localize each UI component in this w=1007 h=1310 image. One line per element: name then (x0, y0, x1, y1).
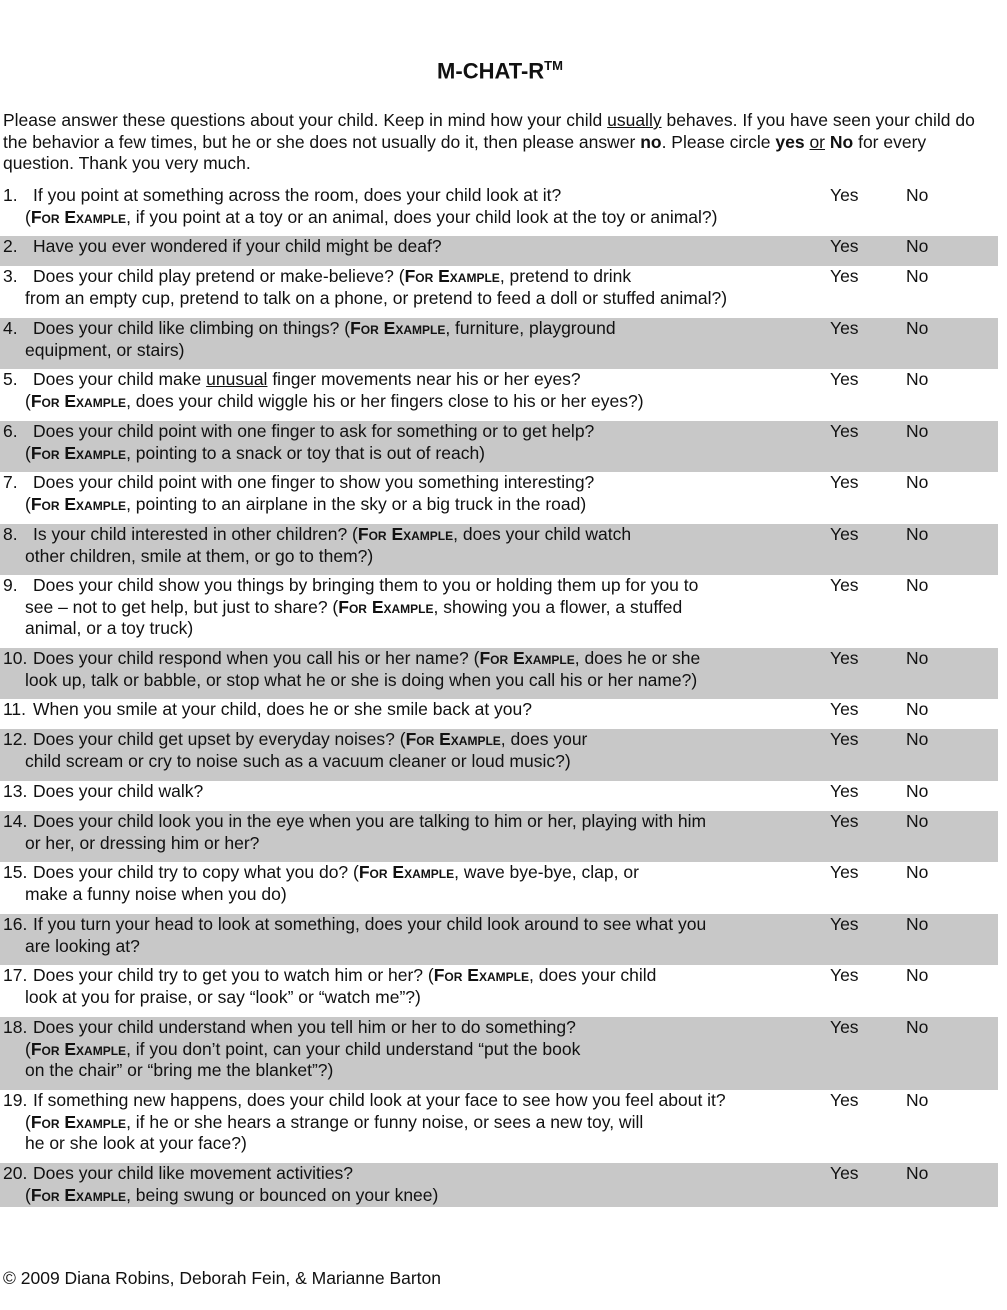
question-first-line: 16. If you turn your head to look at something, does your child look around to see what you (3, 914, 707, 934)
question-number: 14. (3, 811, 28, 831)
question-example: (For Example, being swung or bounced on your knee) (25, 1184, 439, 1205)
answer-yes[interactable]: Yes (830, 1017, 859, 1037)
question-text (3, 1163, 803, 1206)
copyright: © 2009 Diana Robins, Deborah Fein, & Marianne Barton (3, 1268, 442, 1288)
question-first-line: 2. Have you ever wondered if your child might be deaf? (3, 236, 442, 256)
question-first-line: 6. Does your child point with one finger to ask for something or to get help? (3, 421, 595, 441)
question-row (0, 781, 998, 811)
question-text (3, 318, 803, 361)
question-number: 6. (3, 421, 18, 441)
question-number: 15. (3, 862, 28, 882)
answer-yes[interactable]: Yes (830, 862, 859, 882)
answer-no[interactable]: No (906, 1017, 929, 1037)
question-text (3, 236, 803, 258)
answer-no[interactable]: No (906, 1163, 929, 1183)
answer-no[interactable]: No (906, 648, 929, 668)
question-first-line: 8. Is your child interested in other children? (For Example, does your child watch (3, 524, 632, 544)
question-number: 18. (3, 1017, 28, 1037)
answer-no[interactable]: No (906, 699, 929, 719)
answer-no[interactable]: No (906, 811, 929, 831)
question-row (0, 729, 998, 781)
question-example: (For Example, if he or she hears a strange or funny noise, or sees a new toy, will he or she look at your face?) (25, 1111, 644, 1153)
answer-no[interactable]: No (906, 575, 929, 595)
question-list (0, 185, 998, 1207)
question-number: 19. (3, 1090, 28, 1110)
answer-no[interactable]: No (906, 369, 929, 389)
question-first-line: 19. If something new happens, does your child look at your face to see how you feel about it? (3, 1090, 726, 1110)
answer-no[interactable]: No (906, 729, 929, 749)
answer-yes[interactable]: Yes (830, 369, 859, 389)
answer-yes[interactable]: Yes (830, 1163, 859, 1183)
answer-yes[interactable]: Yes (830, 648, 859, 668)
question-first-line: 20. Does your child like movement activities? (3, 1163, 353, 1183)
question-row (0, 965, 998, 1017)
question-text (3, 781, 803, 803)
answer-yes[interactable]: Yes (830, 729, 859, 749)
question-text (3, 369, 803, 412)
answer-yes[interactable]: Yes (830, 421, 859, 441)
question-row (0, 421, 998, 472)
question-row (0, 1163, 998, 1207)
question-text (3, 524, 803, 567)
question-number: 9. (3, 575, 18, 595)
question-first-line: 4. Does your child like climbing on things? (For Example, furniture, playground (3, 318, 616, 338)
answer-no[interactable]: No (906, 524, 929, 544)
question-first-line: 17. Does your child try to get you to watch him or her? (For Example, does your child (3, 965, 657, 985)
question-text (3, 648, 803, 691)
question-text (3, 699, 803, 721)
question-first-line: 11. When you smile at your child, does he or she smile back at you? (3, 699, 532, 719)
answer-no[interactable]: No (906, 185, 929, 205)
question-example: are looking at? (25, 935, 140, 956)
question-first-line: 9. Does your child show you things by bringing them to you or holding them up for you to (3, 575, 699, 595)
answer-yes[interactable]: Yes (830, 185, 859, 205)
question-first-line: 14. Does your child look you in the eye when you are talking to him or her, playing with him (3, 811, 707, 831)
question-row (0, 472, 998, 524)
question-number: 4. (3, 318, 18, 338)
question-number: 2. (3, 236, 18, 256)
question-example: see – not to get help, but just to share? (For Example, showing you a flower, a stuffed animal, or a toy truck) (25, 596, 683, 638)
question-first-line: 7. Does your child point with one finger to show you something interesting? (3, 472, 595, 492)
question-first-line: 1. If you point at something across the room, does your child look at it? (3, 185, 562, 205)
answer-yes[interactable]: Yes (830, 236, 859, 256)
answer-yes[interactable]: Yes (830, 781, 859, 801)
question-first-line: 18. Does your child understand when you tell him or her to do something? (3, 1017, 576, 1037)
answer-no[interactable]: No (906, 914, 929, 934)
question-first-line: 13. Does your child walk? (3, 781, 204, 801)
question-row (0, 1017, 998, 1090)
question-first-line: 3. Does your child play pretend or make-believe? (For Example, pretend to drink (3, 266, 632, 286)
answer-yes[interactable]: Yes (830, 575, 859, 595)
answer-yes[interactable]: Yes (830, 965, 859, 985)
answer-yes[interactable]: Yes (830, 472, 859, 492)
answer-yes[interactable]: Yes (830, 914, 859, 934)
question-number: 17. (3, 965, 28, 985)
answer-yes[interactable]: Yes (830, 699, 859, 719)
question-first-line: 15. Does your child try to copy what you do? (For Example, wave bye-bye, clap, or (3, 862, 639, 882)
answer-no[interactable]: No (906, 236, 929, 256)
question-text (3, 266, 803, 309)
question-text (3, 575, 803, 640)
question-number: 7. (3, 472, 18, 492)
question-example: other children, smile at them, or go to them?) (25, 545, 374, 566)
no-bold: No (829, 131, 854, 152)
question-first-line: 10. Does your child respond when you call his or her name? (For Example, does he or she (3, 648, 701, 668)
question-text (3, 1090, 803, 1155)
question-row (0, 1090, 998, 1163)
answer-yes[interactable]: Yes (830, 1090, 859, 1110)
question-number: 12. (3, 729, 28, 749)
question-row (0, 318, 998, 369)
question-text (3, 965, 803, 1008)
question-example: (For Example, pointing to an airplane in the sky or a big truck in the road) (25, 493, 587, 514)
answer-yes[interactable]: Yes (830, 811, 859, 831)
question-example: from an empty cup, pretend to talk on a phone, or pretend to feed a doll or stuffed animal?) (25, 287, 728, 308)
answer-no[interactable]: No (906, 318, 929, 338)
question-example: (For Example, does your child wiggle his or her fingers close to his or her eyes?) (25, 390, 644, 411)
question-row (0, 699, 998, 729)
page-title: M-CHAT-R™ (437, 58, 563, 84)
question-text (3, 811, 803, 854)
question-row (0, 185, 998, 236)
question-first-line: 5. Does your child make unusual finger movements near his or her eyes? (3, 369, 581, 389)
answer-no[interactable]: No (906, 1090, 929, 1110)
question-row (0, 266, 998, 318)
question-text (3, 421, 803, 464)
question-first-line: 12. Does your child get upset by everyday noises? (For Example, does your (3, 729, 588, 749)
answer-no[interactable]: No (906, 266, 929, 286)
question-number: 10. (3, 648, 28, 668)
question-number: 11. (3, 699, 27, 719)
question-text (3, 472, 803, 515)
question-number: 13. (3, 781, 28, 801)
answer-no[interactable]: No (906, 862, 929, 882)
question-number: 1. (3, 185, 18, 205)
question-example: or her, or dressing him or her? (25, 832, 260, 853)
answer-no[interactable]: No (906, 781, 929, 801)
answer-yes[interactable]: Yes (830, 266, 859, 286)
question-number: 16. (3, 914, 28, 934)
question-example: look up, talk or babble, or stop what he or she is doing when you call his or her name?) (25, 669, 698, 690)
question-text (3, 862, 803, 905)
question-row (0, 236, 998, 266)
question-text (3, 1017, 803, 1082)
question-row (0, 914, 998, 965)
question-example: look at you for praise, or say “look” or “watch me”?) (25, 986, 421, 1007)
question-row (0, 524, 998, 575)
question-row (0, 811, 998, 862)
answer-no[interactable]: No (906, 421, 929, 441)
question-row (0, 575, 998, 648)
question-example: child scream or cry to noise such as a vacuum cleaner or loud music?) (25, 750, 571, 771)
instructions: Please answer these questions about your child. Keep in mind how your child usually behaves. If you have seen your child do the behavior a few times, but he or she does not usually do it, then please answer no. Please circle yes or No for every question. Thank you very much. (3, 110, 975, 173)
question-example: make a funny noise when you do) (25, 883, 287, 904)
question-number: 20. (3, 1163, 28, 1183)
question-example: (For Example, if you point at a toy or an animal, does your child look at the toy or animal?) (25, 206, 718, 227)
question-number: 8. (3, 524, 18, 544)
question-text (3, 729, 803, 772)
question-example: equipment, or stairs) (25, 339, 185, 360)
question-row (0, 369, 998, 421)
question-number: 5. (3, 369, 18, 389)
question-row (0, 648, 998, 699)
question-number: 3. (3, 266, 18, 286)
question-example: (For Example, pointing to a snack or toy that is out of reach) (25, 442, 486, 463)
answer-no[interactable]: No (906, 472, 929, 492)
question-row (0, 862, 998, 914)
question-example: (For Example, if you don’t point, can your child understand “put the book on the chair” or “bring me the blanket”?) (25, 1038, 581, 1080)
answer-no[interactable]: No (906, 965, 929, 985)
question-text (3, 914, 803, 957)
question-text (3, 185, 803, 228)
answer-yes[interactable]: Yes (830, 524, 859, 544)
answer-yes[interactable]: Yes (830, 318, 859, 338)
